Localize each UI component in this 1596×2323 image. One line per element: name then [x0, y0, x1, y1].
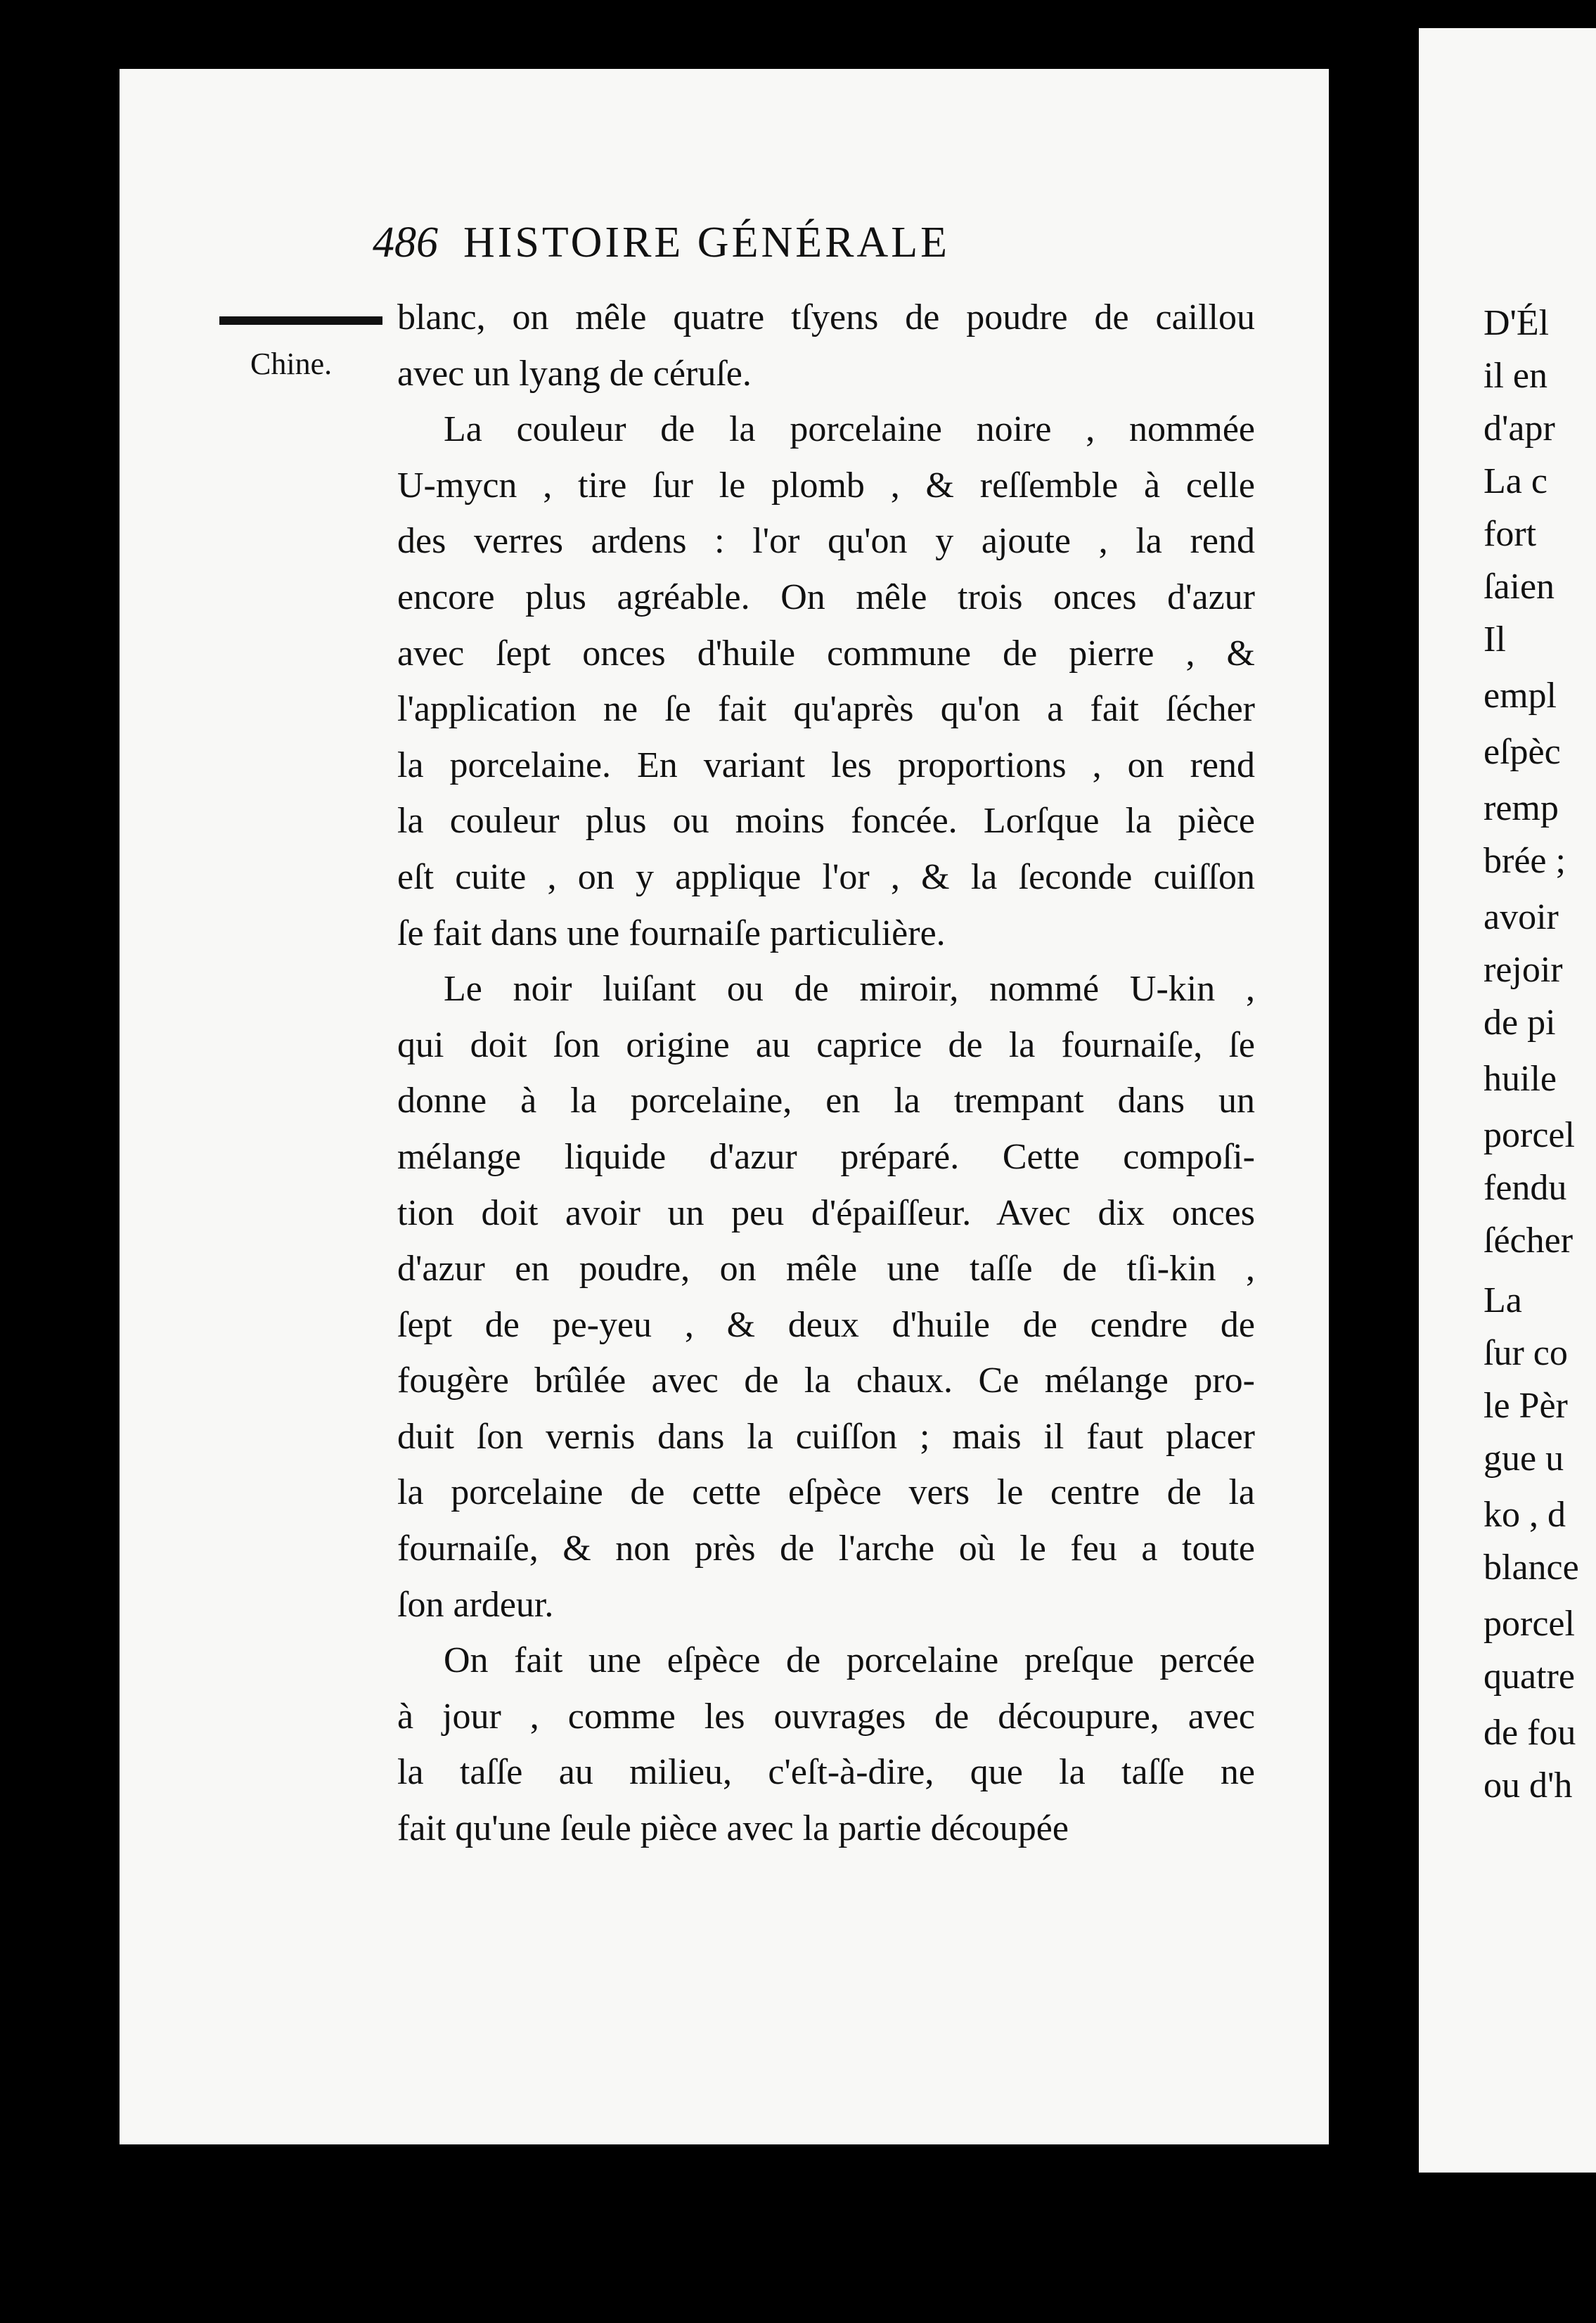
text-line: U-mycn , tire ſur le plomb , & reſſemble à celle [397, 465, 1255, 506]
text-line: mélange liquide d'azur préparé. Cette compoſi- [397, 1136, 1255, 1177]
next-page-fragment: ko , d [1484, 1495, 1566, 1535]
text-line: ſept de pe-yeu , & deux d'huile de cendre de [397, 1304, 1255, 1345]
next-page-fragment: rejoir [1484, 950, 1563, 990]
text-line: ſon ardeur. [397, 1584, 554, 1625]
text-line: des verres ardens : l'or qu'on y ajoute , la rend [397, 521, 1255, 562]
text-line: blanc, on mêle quatre tſyens de poudre de caillou [397, 297, 1255, 337]
next-page-fragment: Il [1484, 619, 1506, 659]
next-page-fragment: ſur co [1484, 1333, 1568, 1373]
next-page-fragment: huile [1484, 1059, 1557, 1099]
text-line: On fait une eſpèce de porcelaine preſque percée [444, 1640, 1255, 1681]
next-page-fragment: eſpèc [1484, 732, 1561, 772]
text-line: l'application ne ſe fait qu'après qu'on a fait ſécher [397, 689, 1255, 730]
next-page-fragment: de fou [1484, 1713, 1576, 1753]
header-title: HISTOIRE GÉNÉRALE [463, 219, 950, 266]
next-page-fragment: fort [1484, 514, 1537, 554]
text-line: la porcelaine. En variant les proportions , on rend [397, 745, 1255, 785]
text-line: La couleur de la porcelaine noire , nommée [444, 409, 1255, 450]
text-line: Le noir luiſant ou de miroir, nommé U-kin , [444, 969, 1255, 1010]
text-line: la taſſe au milieu, c'eſt-à-dire, que la taſſe ne [397, 1752, 1255, 1793]
text-line: la couleur plus ou moins foncée. Lorſque la pièce [397, 801, 1255, 842]
next-page-fragment: de pi [1484, 1003, 1556, 1043]
next-page-fragment: porcel [1484, 1115, 1575, 1155]
next-page-fragment: remp [1484, 788, 1559, 828]
next-page-fragment: La [1484, 1280, 1522, 1320]
next-page-fragment: il en [1484, 356, 1547, 396]
text-line: fournaiſe, & non près de l'arche où le feu a toute [397, 1529, 1255, 1569]
text-line: avec ſept onces d'huile commune de pierre , & [397, 633, 1255, 674]
text-line: tion doit avoir un peu d'épaiſſeur. Avec dix onces [397, 1192, 1255, 1233]
text-line: donne à la porcelaine, en la trempant dans un [397, 1081, 1255, 1121]
right-page [1419, 28, 1596, 2173]
next-page-fragment: porcel [1484, 1604, 1575, 1644]
text-line: fait qu'une ſeule pièce avec la partie découpée [397, 1808, 1069, 1849]
running-header [373, 218, 1237, 281]
paragraph [397, 401, 1255, 961]
next-page-fragment: blance [1484, 1547, 1579, 1588]
text-line: avec un lyang de céruſe. [397, 353, 752, 394]
next-page-fragment: brée ; [1484, 841, 1566, 881]
next-page-fragment: ſaien [1484, 567, 1555, 607]
text-line: qui doit ſon origine au caprice de la fournaiſe, ſe [397, 1024, 1255, 1065]
text-line: d'azur en poudre, on mêle une taſſe de tſi-kin , [397, 1249, 1255, 1289]
next-page-fragment: La c [1484, 461, 1547, 501]
next-page-fragment: ſécher [1484, 1221, 1574, 1261]
text-line: fougère brûlée avec de la chaux. Ce mélange pro- [397, 1360, 1255, 1401]
text-line: eſt cuite , on y applique l'or , & la ſeconde cuiſſon [397, 856, 1255, 897]
paragraph [397, 1633, 1255, 1856]
margin-rule [219, 316, 382, 325]
next-page-fragment: ou d'h [1484, 1765, 1573, 1806]
text-line: à jour , comme les ouvrages de découpure, avec [397, 1696, 1255, 1737]
next-page-fragment: D'Él [1484, 303, 1550, 343]
margin-note: Chine. [250, 347, 333, 381]
next-page-fragment: d'apr [1484, 408, 1555, 449]
next-page-fragment: quatre [1484, 1656, 1575, 1697]
next-page-fragment: le Pèr [1484, 1386, 1568, 1426]
next-page-fragment: empl [1484, 676, 1557, 716]
text-line: encore plus agréable. On mêle trois onces d'azur [397, 577, 1255, 617]
body-text [397, 290, 1255, 1857]
text-line: la porcelaine de cette eſpèce vers le centre de la [397, 1472, 1255, 1513]
paragraph [397, 961, 1255, 1633]
next-page-fragment: avoir [1484, 897, 1559, 937]
paragraph [397, 290, 1255, 401]
next-page-fragment: fendu [1484, 1168, 1567, 1208]
page-number: 486 [373, 219, 438, 266]
next-page-fragment: gue u [1484, 1439, 1564, 1479]
book-gutter [1377, 69, 1419, 2323]
text-line: duit ſon vernis dans la cuiſſon ; mais il faut placer [397, 1416, 1255, 1457]
text-line: ſe fait dans une fournaiſe particulière. [397, 913, 946, 953]
